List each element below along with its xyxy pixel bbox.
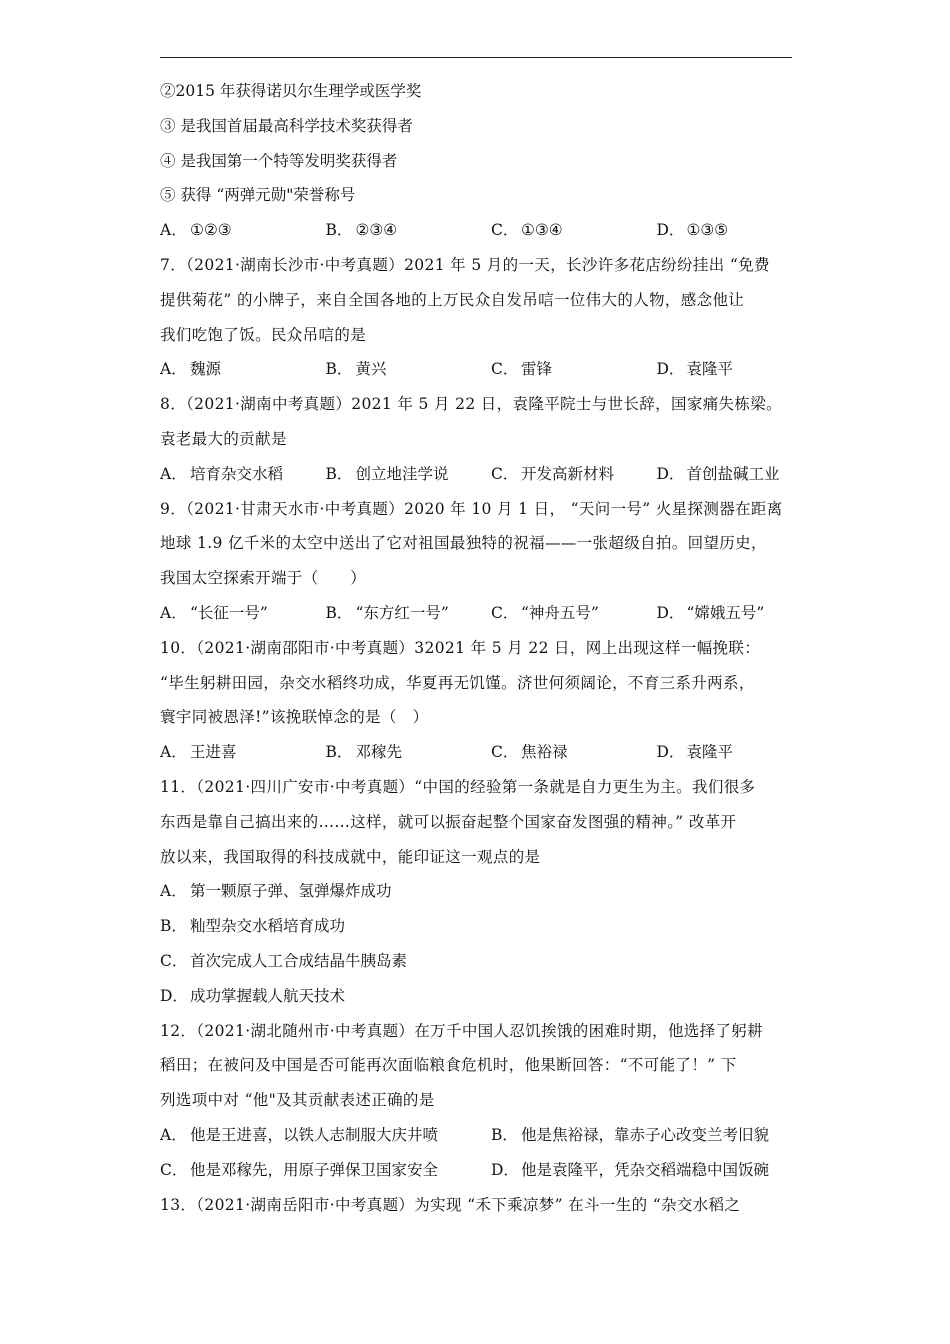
option-b[interactable]: B． 籼型杂交水稻培育成功 [160,917,346,936]
q6-statement-5: ⑤ 获得 “两弹元勋"荣誉称号 [160,186,356,205]
header-rule [160,57,792,58]
q10-stem-line-3: 寰宇同被恩泽!”该挽联悼念的是（ ） [160,708,429,727]
option-c[interactable]: C． 他是邓稼先，用原子弹保卫国家安全 [160,1160,439,1179]
question-13 [160,1188,792,1223]
option-b[interactable]: B． 他是焦裕禄，靠赤子心改变兰考旧貌 [491,1125,770,1144]
option-d[interactable]: D． 袁隆平 [656,360,734,379]
q8-stem-line-2: 袁老最大的贡献是 [160,429,287,448]
q12-options-row-2 [160,1153,792,1188]
q9-options [160,596,792,631]
q8-stem-line-1: 8．（2021·湖南中考真题）2021 年 5 月 22 日，袁隆平院士与世长辞，国家痛失栋梁。 [160,395,782,414]
option-d[interactable]: D． 成功掌握载人航天技术 [160,986,346,1005]
q9-stem-line-1: 9．（2021·甘肃天水市·中考真题）2020 年 10 月 1 日， “天问一号” 火星探测器在距离 [160,499,783,518]
q12-stem-line-3: 列选项中对 “他"及其贡献表述正确的是 [160,1091,435,1110]
q7-stem-line-2: 提供菊花” 的小牌子，来自全国各地的上万民众自发吊唁一位伟大的人物，感念他让 [160,290,745,309]
option-a[interactable]: A． ①②③ [160,221,232,240]
q12-stem-line-2: 稻田；在被问及中国是否可能再次面临粮食危机时，他果断回答：“不可能了！” 下 [160,1056,737,1075]
option-d[interactable]: D． ①③⑤ [656,221,729,240]
q9-stem-line-2: 地球 1.9 亿千米的太空中送出了它对祖国最独特的祝福——一张超级自拍。回望历史， [160,534,767,553]
q11-stem-line-2: 东西是靠自己搞出来的……这样，就可以振奋起整个国家奋发图强的精神。” 改革开 [160,812,737,831]
q6-statement-4: ④ 是我国第一个特等发明奖获得者 [160,151,398,170]
question-11 [160,770,792,1014]
option-c[interactable]: C． 焦裕禄 [491,743,568,762]
question-list [160,74,792,1222]
q9-stem-line-3: 我国太空探索开端于（ ） [160,569,367,588]
question-9 [160,492,792,631]
option-c[interactable]: C． “神舟五号” [491,603,599,622]
q12-stem-line-1: 12．（2021·湖北随州市·中考真题）在万千中国人忍饥挨饿的困难时期，他选择了躬耕 [160,1021,763,1040]
question-10 [160,631,792,770]
q11-stem-line-1: 11．（2021·四川广安市·中考真题）“中国的经验第一条就是自力更生为主。我们很多 [160,777,756,796]
q13-stem-line-1: 13．（2021·湖南岳阳市·中考真题）为实现 “禾下乘凉梦” 在斗一生的 “杂交水稻之 [160,1195,741,1214]
q6-statement-2: ②2015 年获得诺贝尔生理学或医学奖 [160,82,422,100]
option-a[interactable]: A． 魏源 [160,360,222,379]
q6-statement-3: ③ 是我国首届最高科学技术奖获得者 [160,116,413,135]
question-8 [160,387,792,491]
option-a[interactable]: A． “长征一号” [160,603,268,622]
option-b[interactable]: B． “东方红一号” [325,603,449,622]
option-c[interactable]: C． 雷锋 [491,360,553,379]
option-b[interactable]: B． 邓稼先 [325,743,403,762]
option-a[interactable]: A． 他是王进喜，以铁人志制服大庆井喷 [160,1125,439,1144]
q7-options [160,352,792,387]
option-d[interactable]: D． “嫦娥五号” [656,603,765,622]
question-7 [160,248,792,387]
q10-stem-line-2: “毕生躬耕田园，杂交水稻终功成，华夏再无饥馑。济世何须阔论，不育三系升两系， [160,673,755,692]
question-12 [160,1014,792,1188]
q7-stem-line-3: 我们吃饱了饭。民众吊唁的是 [160,325,367,344]
option-a[interactable]: A． 王进喜 [160,743,237,762]
option-d[interactable]: D． 袁隆平 [656,743,734,762]
q10-stem-line-1: 10．（2021·湖南邵阳市·中考真题）32021 年 5 月 22 日，网上出现这样一幅挽联： [160,638,761,657]
option-c[interactable]: C． 首次完成人工合成结晶牛胰岛素 [160,951,408,970]
option-c[interactable]: C． ①③④ [491,221,563,240]
q8-options [160,457,792,492]
option-c[interactable]: C． 开发高新材料 [491,464,615,483]
q7-stem-line-1: 7．（2021·湖南长沙市·中考真题）2021 年 5 月的一天，长沙许多花店纷纷挂出 “免费 [160,255,770,274]
option-d[interactable]: D． 首创盐碱工业 [656,464,780,483]
option-b[interactable]: B． 创立地洼学说 [325,464,449,483]
option-a[interactable]: A． 第一颗原子弹、氢弹爆炸成功 [160,882,392,901]
option-d[interactable]: D． 他是袁隆平，凭杂交稻端稳中国饭碗 [491,1160,770,1179]
q6-options [160,213,792,248]
q11-stem-line-3: 放以来，我国取得的科技成就中，能印证这一观点的是 [160,847,541,866]
question-6-tail [160,74,792,248]
q12-options-row-1 [160,1118,792,1153]
option-b[interactable]: B． ②③④ [325,221,398,240]
option-a[interactable]: A． 培育杂交水稻 [160,464,284,483]
q10-options [160,735,792,770]
option-b[interactable]: B． 黄兴 [325,360,387,379]
